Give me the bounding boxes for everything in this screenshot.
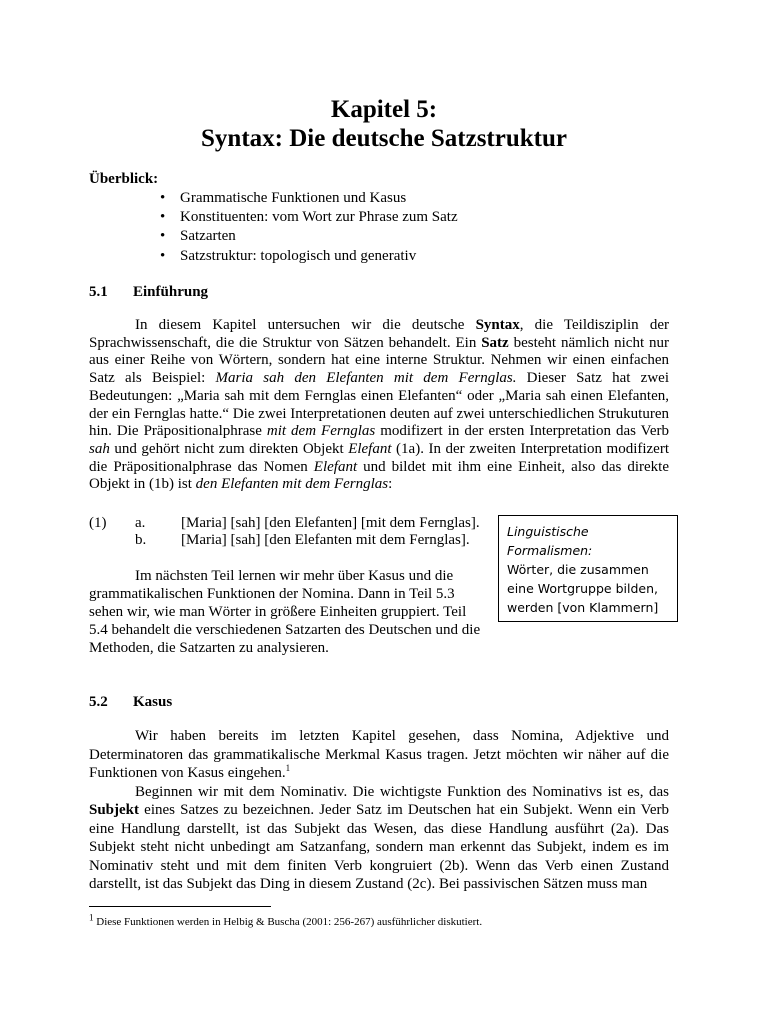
list-item: [160, 208, 458, 227]
text-run: Beginnen wir mit dem Nominativ. Die wichtigste Funktion des Nominativs ist es, das: [135, 783, 669, 800]
section-number: 5.1: [89, 284, 108, 300]
bullet-icon: •: [160, 228, 166, 245]
section-title: Kasus: [133, 694, 173, 710]
example-a-label: a.: [135, 515, 146, 531]
list-item: [160, 227, 458, 246]
text-run: , die Teildisziplin der Sprachwissenschaft, die die Struktur von Sätzen behandelt. Ein: [89, 317, 669, 351]
bullet-icon: •: [160, 247, 166, 264]
italic-phrase: sah: [89, 440, 110, 457]
term-subjekt: Subjekt: [89, 802, 140, 818]
text-run: In diesem Kapitel untersuchen wir die deutsche: [135, 317, 476, 333]
text-run: (1a). In der zweiten Interpretation modifizert die Präpositionalphrase das Nomen: [89, 440, 670, 475]
text-run: modifizert in der ersten Interpretation das Verb: [375, 423, 669, 440]
kasus-paragraph-2: [89, 783, 669, 894]
italic-phrase: den Elefanten mit dem Fernglas: [195, 476, 389, 493]
example-b-text: [Maria] [sah] [den Elefanten mit dem Fernglas].: [181, 532, 470, 548]
text-run: Wir haben bereits im letzten Kapitel gesehen, dass Nomina, Adjektive und Determinatoren das grammatikalische Merkmal Kasus tragen. Jetzt möchten wir näher auf die Funktionen von Kasus eingehen.: [89, 728, 669, 781]
overview-heading: Überblick:: [89, 171, 159, 187]
text-run: eines Satzes zu bezeichnen. Jeder Satz im Deutschen hat ein Subjekt. Wenn ein Verb eine Handlung darstellt, ist das Subjekt das Wesen, das diese Handlung ausführt (2a). Das Subjekt steht nicht unbedingt am Satzanfang, sondern man erkennt das Subjekt, indem es im Nominativ steht und mit dem finiten Verb kongruiert (2b). Wenn das Verb einen Zustand darstellt, ist das Subjekt das Ding in diesem Zustand (2c). Bei passivischen Sätzen muss man: [89, 802, 669, 892]
footnote-mark: 1: [89, 912, 94, 923]
box-text: eine Wortgruppe bilden,: [507, 581, 658, 596]
chapter-subtitle: Syntax: Die deutsche Satzstruktur: [201, 125, 567, 152]
text-run: und gehört nicht zum direkten Objekt: [109, 440, 349, 457]
list-item-label: Satzstruktur: topologisch und generativ: [180, 247, 417, 264]
section-number: 5.2: [89, 694, 108, 710]
section-heading-kasus: [89, 693, 172, 712]
bullet-icon: •: [160, 209, 166, 226]
kasus-paragraph-1: [89, 727, 669, 783]
list-item: [160, 189, 458, 208]
kasus-paragraphs: [89, 727, 669, 894]
list-item-label: Satzarten: [180, 228, 236, 245]
footnote-divider: [89, 906, 271, 907]
term-syntax: Syntax: [475, 317, 520, 333]
text-run: Dieser Satz hat zwei Bedeutungen: „Maria sah mit dem Fernglas einen Elefanten“ oder „Maria sah einen Elefanten, der ein Fernglas hatte.“ Die zwei Interpretationen deuten auf zwei unterschiedlichen Strukuturen hin. Die Präpositionalphrase: [89, 370, 669, 440]
box-title: Formalismen:: [507, 543, 593, 558]
formalism-sidebar-box: [498, 515, 678, 622]
text-run: Im nächsten Teil lernen wir mehr über Kasus und die grammatikalischen Funktionen der Nomina. Dann in Teil 5.3 sehen wir, wie man Wörter in größere Einheiten gruppiert. Teil 5.4 behandelt die verschiedenen Satzarten des Deutschen und die Methoden, die Satzarten zu analysieren.: [89, 568, 481, 656]
text-run: und bildet mit ihm eine Einheit, also das direkte Objekt in (1b) ist: [89, 458, 669, 493]
box-text: werden [von Klammern]: [507, 600, 659, 615]
intro-paragraph: [89, 317, 669, 494]
chapter-title: Kapitel 5:: [330, 96, 438, 123]
section-heading-einfuehrung: [89, 283, 208, 302]
box-text: Wörter, die zusammen: [507, 562, 649, 577]
list-item: [160, 247, 458, 266]
italic-phrase: Elefant: [313, 458, 358, 475]
section-title: Einführung: [133, 284, 209, 300]
italic-phrase: mit dem Fernglas: [266, 423, 376, 440]
term-satz: Satz: [481, 334, 509, 351]
list-item-label: Grammatische Funktionen und Kasus: [180, 190, 407, 206]
example-b-label: b.: [135, 532, 147, 548]
list-item-label: Konstituenten: vom Wort zur Phrase zum Satz: [180, 209, 458, 226]
example-number: (1): [89, 515, 107, 531]
text-run: besteht nämlich nicht nur aus einer Reihe von Wörtern, sondern hat eine interne Struktur. Nehmen wir einen einfachen Satz als Beispiel:: [89, 334, 669, 387]
example-a-text: [Maria] [sah] [den Elefanten] [mit dem Fernglas].: [181, 515, 480, 531]
italic-phrase: Elefant: [348, 440, 392, 457]
outline-paragraph: [89, 567, 485, 657]
footnote-reference[interactable]: 1: [285, 763, 291, 773]
box-title: Linguistische: [507, 524, 589, 539]
example-sentence: Maria sah den Elefanten mit dem Fernglas.: [215, 370, 517, 387]
bullet-icon: •: [160, 190, 166, 206]
footnote-text: Diese Funktionen werden in Helbig & Buscha (2001: 256-267) ausführlicher diskutiert.: [93, 916, 483, 928]
text-run: :: [388, 476, 393, 493]
footnote: [89, 912, 483, 929]
overview-list: [160, 189, 458, 266]
